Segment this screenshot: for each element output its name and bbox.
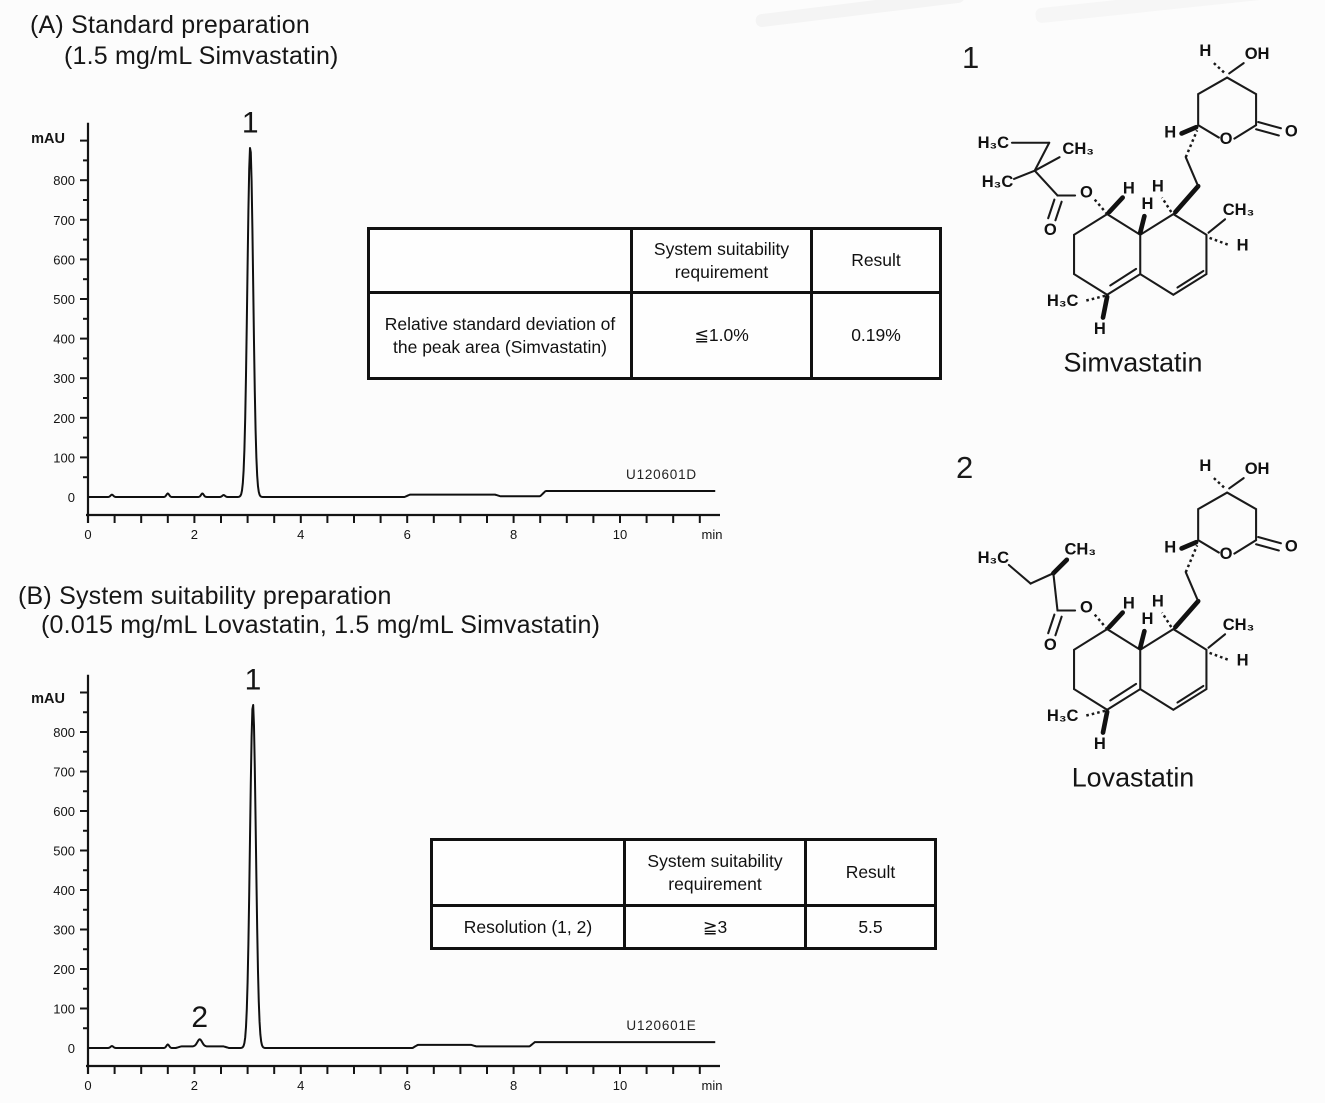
atom-label: H — [1093, 319, 1106, 339]
peak-label: 2 — [191, 1000, 209, 1034]
x-tick-label: 10 — [612, 1078, 628, 1093]
atom-label: O — [1219, 543, 1233, 563]
x-tick-label: 4 — [297, 1078, 305, 1093]
x-axis-unit-label: min — [701, 1078, 723, 1093]
table-b-header-requirement: System suitability requirement — [625, 840, 806, 906]
table-row — [432, 906, 936, 949]
atom-label: H — [1236, 650, 1249, 670]
atom-label: H — [1141, 608, 1154, 628]
atom-label: H₃C — [977, 132, 1010, 152]
atom-label: H — [1141, 193, 1154, 213]
x-tick-label: 2 — [190, 527, 199, 542]
atom-label: H — [1236, 235, 1249, 255]
y-tick-label: 700 — [53, 212, 75, 228]
y-tick-label: 300 — [53, 371, 75, 387]
y-tick-label: 500 — [53, 292, 75, 307]
x-tick-label: 10 — [612, 527, 628, 542]
y-tick-label: 600 — [53, 804, 75, 819]
atom-label: OH — [1244, 43, 1270, 63]
scan-artifact — [1035, 0, 1275, 24]
lovastatin-structure — [952, 455, 1314, 797]
x-tick-label: 2 — [190, 1078, 199, 1093]
table-row — [369, 293, 941, 379]
atom-label: H — [1164, 122, 1177, 142]
y-tick-label: 400 — [53, 883, 75, 898]
y-tick-label: 200 — [53, 962, 75, 977]
x-tick-label: 6 — [403, 527, 411, 542]
y-tick-label: 500 — [53, 843, 75, 859]
atom-label: H₃C — [981, 172, 1014, 192]
x-tick-label: 8 — [509, 1078, 518, 1093]
structure-1-number: 1 — [962, 40, 980, 75]
panel-b-title-line1: (B) System suitability preparation — [18, 582, 392, 610]
atom-label: CH₃ — [1222, 200, 1255, 220]
system-suitability-table-b — [430, 838, 937, 950]
y-tick-label: 0 — [67, 1041, 75, 1056]
table-b-header-result: Result — [806, 840, 936, 906]
atom-label: H₃C — [977, 547, 1010, 567]
atom-label: CH₃ — [1222, 615, 1255, 635]
ring-substituents — [1047, 591, 1254, 753]
injection-id: U120601D — [626, 467, 697, 483]
atom-label: H — [1199, 455, 1212, 475]
y-tick-label: 800 — [53, 173, 75, 189]
peak-label: 1 — [244, 663, 262, 697]
ring-substituents — [1047, 176, 1254, 338]
table-b-requirement-value: ≧3 — [625, 906, 806, 949]
y-axis-unit-label: mAU — [31, 131, 65, 147]
y-tick-label: 800 — [53, 725, 75, 740]
atom-label: O — [1043, 634, 1057, 654]
lactone-ring — [1164, 41, 1298, 212]
atom-label: H — [1122, 593, 1135, 613]
atom-label: O — [1080, 182, 1093, 202]
y-tick-label: 300 — [53, 922, 75, 938]
x-tick-label: 6 — [403, 1078, 411, 1093]
simvastatin-structure — [952, 40, 1314, 382]
table-b-header-blank — [432, 840, 625, 906]
atom-label: H — [1122, 178, 1135, 198]
table-a-result-value: 0.19% — [812, 293, 941, 379]
table-a-header-result: Result — [812, 229, 941, 293]
y-tick-label: 100 — [53, 1001, 75, 1017]
panel-a-title-line2: (1.5 mg/mL Simvastatin) — [64, 42, 339, 70]
y-axis-unit-label: mAU — [31, 691, 65, 707]
compound-name: Simvastatin — [1063, 347, 1203, 378]
atom-label: H — [1093, 734, 1106, 754]
table-b-parameter: Resolution (1, 2) — [432, 906, 625, 949]
x-tick-label: 0 — [84, 527, 92, 542]
compound-name: Lovastatin — [1071, 762, 1195, 793]
atom-label: CH₃ — [1064, 539, 1097, 559]
y-tick-label: 100 — [53, 450, 75, 466]
table-a-parameter: Relative standard deviation of the peak area (Simvastatin) — [369, 293, 632, 379]
structure-2-number: 2 — [956, 450, 974, 485]
atom-label: O — [1284, 536, 1298, 556]
lactone-ring — [1164, 456, 1298, 627]
atom-label: O — [1284, 121, 1298, 141]
x-tick-label: 8 — [509, 527, 518, 542]
scan-artifact — [755, 0, 965, 28]
atom-label: CH₃ — [1062, 139, 1094, 159]
x-tick-label: 0 — [84, 1078, 92, 1093]
atom-label: H₃C — [1046, 706, 1079, 726]
atom-label: OH — [1244, 458, 1270, 478]
table-a-requirement-value: ≦1.0% — [632, 293, 812, 379]
y-tick-label: 0 — [67, 490, 75, 505]
atom-label: O — [1219, 128, 1233, 148]
y-tick-label: 600 — [53, 252, 75, 268]
atom-label: H₃C — [1046, 291, 1079, 311]
atom-label: O — [1080, 597, 1093, 617]
injection-id: U120601E — [626, 1018, 697, 1034]
atom-label: O — [1043, 219, 1057, 239]
y-tick-label: 700 — [53, 764, 75, 780]
panel-b-title-line2: (0.015 mg/mL Lovastatin, 1.5 mg/mL Simvastatin) — [41, 611, 601, 639]
peak-label: 1 — [241, 106, 259, 140]
y-tick-label: 400 — [53, 331, 75, 347]
atom-label: H — [1151, 591, 1164, 611]
atom-label: H — [1151, 176, 1164, 196]
atom-label: H — [1164, 537, 1177, 557]
y-tick-label: 200 — [53, 410, 75, 426]
panel-a-title-line1: (A) Standard preparation — [30, 11, 310, 39]
system-suitability-table-a — [367, 227, 942, 380]
table-a-header-blank — [369, 229, 632, 293]
table-a-header-requirement: System suitability requirement — [632, 229, 812, 293]
x-tick-label: 4 — [297, 527, 305, 542]
ester-side-chain — [978, 540, 1108, 654]
ester-side-chain — [978, 133, 1108, 239]
atom-label: H — [1199, 40, 1212, 60]
x-axis-unit-label: min — [701, 527, 723, 542]
table-b-result-value: 5.5 — [806, 906, 936, 949]
